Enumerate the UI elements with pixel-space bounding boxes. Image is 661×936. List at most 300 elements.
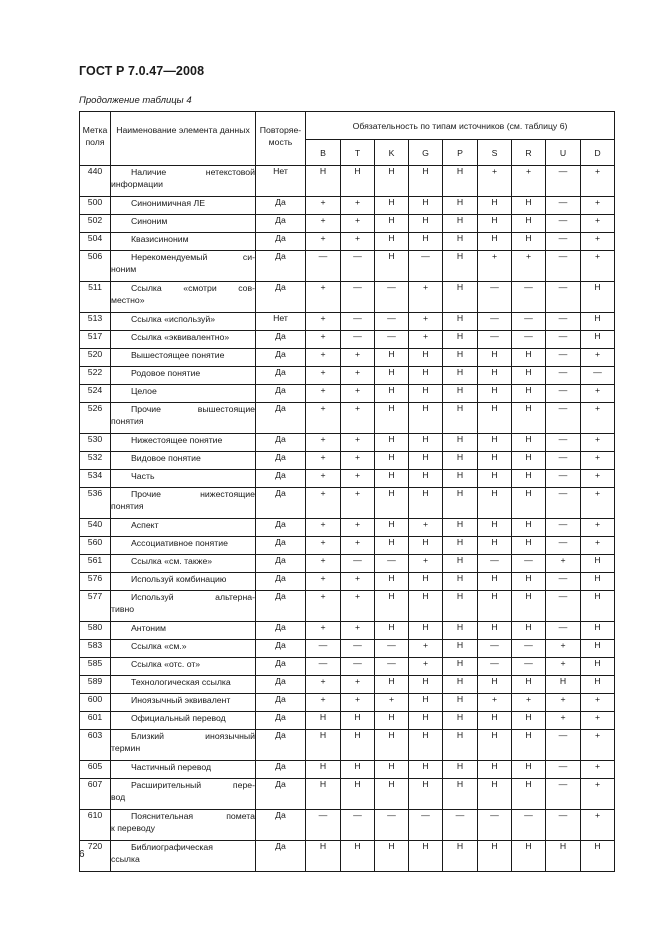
obligation-g: Н — [409, 622, 443, 640]
table-row — [80, 233, 615, 251]
table-row — [80, 385, 615, 403]
obligation-t: + — [341, 622, 375, 640]
obligation-g: — — [409, 251, 443, 282]
repeatability: Нет — [256, 313, 306, 331]
obligation-g: Н — [409, 197, 443, 215]
obligation-p: Н — [443, 470, 478, 488]
obligation-r: Н — [512, 779, 546, 810]
field-code: 500 — [80, 197, 111, 215]
obligation-s: Н — [478, 537, 512, 555]
obligation-b: Н — [306, 730, 341, 761]
data-elements-table — [79, 111, 615, 872]
repeatability: Да — [256, 385, 306, 403]
table-row — [80, 555, 615, 573]
obligation-g: Н — [409, 591, 443, 622]
field-code: 577 — [80, 591, 111, 622]
table-row — [80, 519, 615, 537]
obligation-u: — — [546, 166, 581, 197]
obligation-b: + — [306, 367, 341, 385]
element-name — [111, 452, 256, 470]
obligation-g: Н — [409, 385, 443, 403]
element-name — [111, 197, 256, 215]
element-name — [111, 367, 256, 385]
obligation-b: + — [306, 349, 341, 367]
element-name — [111, 555, 256, 573]
table-row — [80, 841, 615, 872]
obligation-r: Н — [512, 519, 546, 537]
repeatability: Да — [256, 712, 306, 730]
obligation-d: Н — [581, 676, 615, 694]
obligation-r: Н — [512, 403, 546, 434]
repeatability: Да — [256, 694, 306, 712]
obligation-r: + — [512, 694, 546, 712]
element-name-line2: термин — [111, 743, 141, 753]
table-row — [80, 573, 615, 591]
obligation-p: Н — [443, 197, 478, 215]
obligation-b: Н — [306, 712, 341, 730]
field-code: 536 — [80, 488, 111, 519]
repeatability: Да — [256, 470, 306, 488]
field-code: 517 — [80, 331, 111, 349]
obligation-k: Н — [375, 712, 409, 730]
element-name — [111, 434, 256, 452]
obligation-t: — — [341, 640, 375, 658]
obligation-k: Н — [375, 251, 409, 282]
repeatability: Да — [256, 488, 306, 519]
element-name — [111, 233, 256, 251]
obligation-g: Н — [409, 573, 443, 591]
obligation-t: + — [341, 694, 375, 712]
element-name — [111, 779, 256, 810]
obligation-t: + — [341, 403, 375, 434]
obligation-p: Н — [443, 313, 478, 331]
obligation-p: Н — [443, 658, 478, 676]
obligation-k: — — [375, 810, 409, 841]
element-name — [111, 841, 256, 872]
obligation-d: + — [581, 385, 615, 403]
repeatability: Да — [256, 730, 306, 761]
obligation-t: — — [341, 282, 375, 313]
obligation-r: — — [512, 658, 546, 676]
obligation-b: + — [306, 488, 341, 519]
header-type-s: S — [478, 140, 512, 166]
obligation-g: Н — [409, 841, 443, 872]
obligation-u: Н — [546, 676, 581, 694]
obligation-k: Н — [375, 537, 409, 555]
obligation-s: Н — [478, 591, 512, 622]
element-name-line2: информации — [111, 179, 163, 189]
obligation-s: — — [478, 810, 512, 841]
obligation-b: Н — [306, 779, 341, 810]
obligation-s: Н — [478, 761, 512, 779]
element-name-line1: Вышестоящее понятие — [131, 350, 225, 360]
header-name: Наименование элемента данных — [111, 112, 256, 166]
obligation-k: — — [375, 313, 409, 331]
element-name — [111, 712, 256, 730]
obligation-t: + — [341, 385, 375, 403]
element-name-line1: Родовое понятие — [131, 368, 201, 378]
field-code: 540 — [80, 519, 111, 537]
table-head — [80, 112, 615, 166]
obligation-g: + — [409, 555, 443, 573]
obligation-t: — — [341, 658, 375, 676]
obligation-t: Н — [341, 779, 375, 810]
field-code: 513 — [80, 313, 111, 331]
element-name-line1: Часть — [131, 471, 155, 481]
obligation-r: Н — [512, 215, 546, 233]
obligation-d: Н — [581, 555, 615, 573]
obligation-r: — — [512, 640, 546, 658]
element-name-line1: Нерекомендуемый си- — [131, 252, 255, 262]
obligation-t: Н — [341, 166, 375, 197]
obligation-b: + — [306, 282, 341, 313]
element-name — [111, 251, 256, 282]
element-name — [111, 676, 256, 694]
obligation-s: Н — [478, 573, 512, 591]
element-name — [111, 810, 256, 841]
header-type-t: T — [341, 140, 375, 166]
repeatability: Да — [256, 197, 306, 215]
obligation-u: + — [546, 640, 581, 658]
obligation-s: Н — [478, 622, 512, 640]
obligation-k: + — [375, 694, 409, 712]
field-code: 534 — [80, 470, 111, 488]
obligation-s: Н — [478, 434, 512, 452]
obligation-t: + — [341, 470, 375, 488]
obligation-u: — — [546, 452, 581, 470]
obligation-g: + — [409, 519, 443, 537]
obligation-s: — — [478, 313, 512, 331]
obligation-p: Н — [443, 676, 478, 694]
obligation-g: + — [409, 282, 443, 313]
obligation-k: Н — [375, 761, 409, 779]
obligation-r: + — [512, 166, 546, 197]
field-code: 532 — [80, 452, 111, 470]
obligation-t: + — [341, 233, 375, 251]
table-row — [80, 197, 615, 215]
element-name-line2: к переводу — [111, 823, 155, 833]
obligation-u: — — [546, 434, 581, 452]
obligation-p: Н — [443, 331, 478, 349]
element-name — [111, 622, 256, 640]
obligation-k: Н — [375, 841, 409, 872]
element-name — [111, 385, 256, 403]
element-name — [111, 658, 256, 676]
obligation-u: + — [546, 694, 581, 712]
obligation-g: Н — [409, 166, 443, 197]
obligation-t: — — [341, 555, 375, 573]
obligation-s: Н — [478, 215, 512, 233]
obligation-u: — — [546, 470, 581, 488]
repeatability: Да — [256, 573, 306, 591]
obligation-g: + — [409, 640, 443, 658]
obligation-u: — — [546, 251, 581, 282]
repeatability: Да — [256, 537, 306, 555]
obligation-r: + — [512, 251, 546, 282]
element-name-line1: Расширительный пере- — [131, 780, 255, 790]
repeatability: Да — [256, 555, 306, 573]
field-code: 600 — [80, 694, 111, 712]
obligation-d: Н — [581, 622, 615, 640]
element-name-line1: Прочие нижестоящие — [131, 489, 255, 499]
element-name — [111, 573, 256, 591]
obligation-g: Н — [409, 452, 443, 470]
obligation-r: Н — [512, 761, 546, 779]
obligation-b: Н — [306, 761, 341, 779]
obligation-s: + — [478, 166, 512, 197]
obligation-g: Н — [409, 349, 443, 367]
obligation-b: + — [306, 676, 341, 694]
obligation-r: — — [512, 331, 546, 349]
obligation-p: Н — [443, 282, 478, 313]
obligation-d: + — [581, 166, 615, 197]
obligation-t: + — [341, 676, 375, 694]
element-name — [111, 761, 256, 779]
obligation-p: Н — [443, 779, 478, 810]
obligation-s: Н — [478, 233, 512, 251]
obligation-d: + — [581, 434, 615, 452]
obligation-p: Н — [443, 537, 478, 555]
obligation-k: — — [375, 555, 409, 573]
obligation-s: Н — [478, 385, 512, 403]
obligation-r: Н — [512, 622, 546, 640]
obligation-t: — — [341, 251, 375, 282]
element-name — [111, 403, 256, 434]
obligation-p: Н — [443, 555, 478, 573]
element-name-line1: Используй альтерна- — [131, 592, 255, 602]
obligation-u: — — [546, 282, 581, 313]
element-name-line1: Близкий иноязычный — [131, 731, 255, 741]
obligation-t: Н — [341, 761, 375, 779]
obligation-k: Н — [375, 233, 409, 251]
element-name — [111, 282, 256, 313]
table-row — [80, 166, 615, 197]
obligation-t: + — [341, 573, 375, 591]
table-row — [80, 452, 615, 470]
obligation-b: + — [306, 694, 341, 712]
obligation-k: — — [375, 282, 409, 313]
element-name-line1: Технологическая ссылка — [131, 677, 231, 687]
obligation-r: Н — [512, 197, 546, 215]
obligation-r: — — [512, 282, 546, 313]
obligation-p: Н — [443, 452, 478, 470]
element-name-line2: понятия — [111, 501, 144, 511]
obligation-s: Н — [478, 676, 512, 694]
obligation-d: + — [581, 488, 615, 519]
element-name-line1: Синонимичная ЛЕ — [131, 198, 206, 208]
obligation-b: + — [306, 403, 341, 434]
obligation-d: Н — [581, 658, 615, 676]
obligation-t: + — [341, 197, 375, 215]
obligation-s: Н — [478, 841, 512, 872]
obligation-u: — — [546, 519, 581, 537]
obligation-u: + — [546, 555, 581, 573]
obligation-s: — — [478, 282, 512, 313]
obligation-g: Н — [409, 403, 443, 434]
obligation-b: Н — [306, 841, 341, 872]
obligation-r: Н — [512, 385, 546, 403]
obligation-g: Н — [409, 676, 443, 694]
repeatability: Да — [256, 779, 306, 810]
obligation-r: Н — [512, 367, 546, 385]
obligation-g: Н — [409, 470, 443, 488]
page-number: 6 — [79, 849, 85, 860]
field-code: 530 — [80, 434, 111, 452]
field-code: 561 — [80, 555, 111, 573]
obligation-k: — — [375, 331, 409, 349]
obligation-k: — — [375, 640, 409, 658]
obligation-u: — — [546, 313, 581, 331]
obligation-b: + — [306, 331, 341, 349]
header-type-u: U — [546, 140, 581, 166]
table-row — [80, 712, 615, 730]
obligation-k: Н — [375, 197, 409, 215]
header-type-p: P — [443, 140, 478, 166]
element-name-line1: Видовое понятие — [131, 453, 201, 463]
table-row — [80, 694, 615, 712]
obligation-s: — — [478, 658, 512, 676]
repeatability: Да — [256, 349, 306, 367]
obligation-r: Н — [512, 349, 546, 367]
obligation-d: + — [581, 251, 615, 282]
element-name-line1: Прочие вышестоящие — [131, 404, 255, 414]
table-row — [80, 488, 615, 519]
obligation-s: Н — [478, 367, 512, 385]
obligation-k: Н — [375, 519, 409, 537]
header-code: Метка поля — [80, 112, 111, 166]
obligation-b: — — [306, 251, 341, 282]
element-name-line2: ноним — [111, 264, 137, 274]
obligation-r: — — [512, 810, 546, 841]
obligation-r: Н — [512, 676, 546, 694]
repeatability: Да — [256, 434, 306, 452]
obligation-p: Н — [443, 573, 478, 591]
element-name-line1: Ссылка «используй» — [131, 314, 216, 324]
obligation-u: — — [546, 197, 581, 215]
field-code: 520 — [80, 349, 111, 367]
table-row — [80, 251, 615, 282]
header-type-r: R — [512, 140, 546, 166]
obligation-d: + — [581, 233, 615, 251]
element-name-line1: Используй комбинацию — [131, 574, 227, 584]
element-name-line1: Иноязычный эквивалент — [131, 695, 231, 705]
obligation-d: + — [581, 712, 615, 730]
obligation-k: Н — [375, 166, 409, 197]
field-code: 506 — [80, 251, 111, 282]
table-row — [80, 640, 615, 658]
obligation-g: + — [409, 331, 443, 349]
field-code: 607 — [80, 779, 111, 810]
table-row — [80, 730, 615, 761]
element-name-line1: Целое — [131, 386, 157, 396]
header-type-b: B — [306, 140, 341, 166]
obligation-t: + — [341, 537, 375, 555]
header-obligation: Обязательность по типам источников (см. таблицу 6) — [306, 112, 615, 140]
obligation-b: + — [306, 622, 341, 640]
field-code: 580 — [80, 622, 111, 640]
obligation-k: Н — [375, 676, 409, 694]
obligation-b: + — [306, 555, 341, 573]
field-code: 504 — [80, 233, 111, 251]
obligation-r: Н — [512, 573, 546, 591]
obligation-b: + — [306, 519, 341, 537]
repeatability: Да — [256, 331, 306, 349]
obligation-b: + — [306, 197, 341, 215]
header-type-g: G — [409, 140, 443, 166]
obligation-s: Н — [478, 403, 512, 434]
obligation-g: + — [409, 658, 443, 676]
obligation-s: Н — [478, 452, 512, 470]
field-code: 605 — [80, 761, 111, 779]
header-type-d: D — [581, 140, 615, 166]
obligation-t: + — [341, 591, 375, 622]
field-code: 576 — [80, 573, 111, 591]
table-row — [80, 658, 615, 676]
obligation-t: + — [341, 488, 375, 519]
obligation-r: Н — [512, 841, 546, 872]
obligation-p: Н — [443, 215, 478, 233]
obligation-t: + — [341, 452, 375, 470]
repeatability: Да — [256, 810, 306, 841]
obligation-k: Н — [375, 349, 409, 367]
obligation-b: + — [306, 215, 341, 233]
element-name-line1: Нижестоящее понятие — [131, 435, 223, 445]
element-name — [111, 488, 256, 519]
repeatability: Да — [256, 841, 306, 872]
field-code: 583 — [80, 640, 111, 658]
obligation-d: + — [581, 694, 615, 712]
obligation-u: — — [546, 537, 581, 555]
obligation-d: + — [581, 537, 615, 555]
obligation-u: — — [546, 367, 581, 385]
obligation-s: + — [478, 251, 512, 282]
obligation-s: Н — [478, 519, 512, 537]
table-row — [80, 537, 615, 555]
repeatability: Да — [256, 282, 306, 313]
obligation-d: + — [581, 779, 615, 810]
table-row — [80, 676, 615, 694]
field-code: 524 — [80, 385, 111, 403]
repeatability: Да — [256, 403, 306, 434]
repeatability: Да — [256, 658, 306, 676]
element-name — [111, 591, 256, 622]
obligation-k: Н — [375, 385, 409, 403]
obligation-d: + — [581, 452, 615, 470]
obligation-s: Н — [478, 779, 512, 810]
obligation-g: Н — [409, 694, 443, 712]
obligation-r: Н — [512, 233, 546, 251]
element-name-line1: Ссылка «см. также» — [131, 556, 213, 566]
obligation-p: Н — [443, 367, 478, 385]
obligation-t: Н — [341, 730, 375, 761]
element-name-line1: Библиографическая — [131, 842, 213, 852]
obligation-g: Н — [409, 434, 443, 452]
obligation-p: Н — [443, 403, 478, 434]
obligation-b: + — [306, 452, 341, 470]
obligation-d: + — [581, 197, 615, 215]
obligation-s: Н — [478, 470, 512, 488]
obligation-k: Н — [375, 622, 409, 640]
obligation-u: — — [546, 385, 581, 403]
document-standard-header: ГОСТ Р 7.0.47—2008 — [79, 64, 205, 78]
obligation-b: + — [306, 573, 341, 591]
repeatability: Да — [256, 452, 306, 470]
obligation-s: — — [478, 331, 512, 349]
repeatability: Да — [256, 640, 306, 658]
obligation-t: + — [341, 215, 375, 233]
element-name — [111, 640, 256, 658]
repeatability: Да — [256, 519, 306, 537]
